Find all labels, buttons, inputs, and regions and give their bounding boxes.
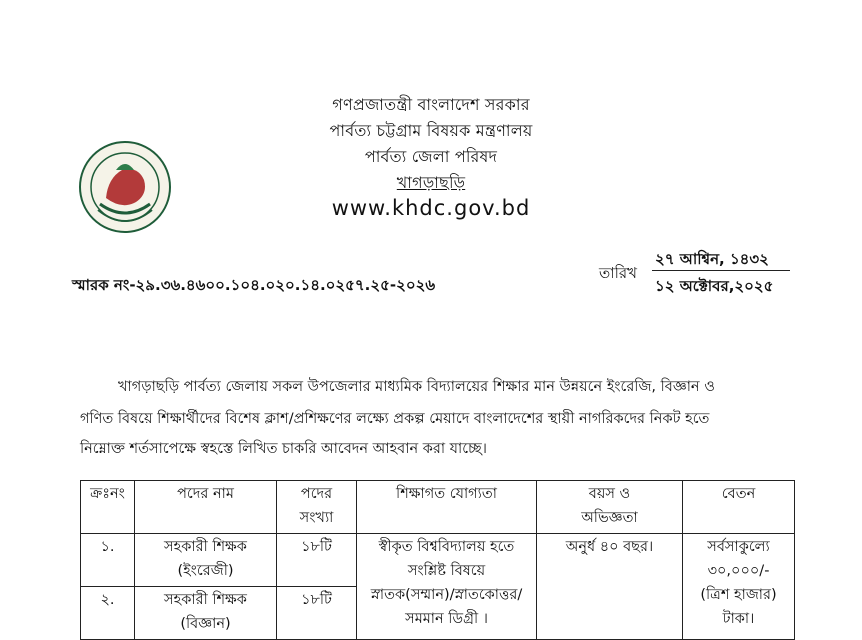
date-divider — [652, 270, 790, 271]
header-count-line2: সংখ্যা — [299, 510, 334, 526]
age-cell: অনুর্ধ ৪০ বছর। — [537, 534, 683, 640]
salary-line2: ৩০,০০০/- — [707, 563, 770, 579]
body-line-3: নিম্নোক্ত শর্তসাপেক্ষে স্বহস্তে লিখিত চাকরি আবেদন আহবান করা যাচ্ছে। — [80, 441, 487, 457]
date-label: তারিখ — [599, 264, 637, 282]
district-name: খাগড়াছড়ি — [396, 173, 466, 192]
qual-line2: সংশ্লিষ্ট বিষয়ে — [407, 563, 486, 579]
qual-line1: স্বীকৃত বিশ্ববিদ্যালয় হতে — [378, 539, 515, 555]
header-salary: বেতন — [683, 481, 795, 534]
body-line-2: গণিত বিষয়ে শিক্ষার্থীদের বিশেষ ক্লাশ/প্রশিক্ষণের লক্ষ্যে প্রকল্প মেয়াদে বাংলাদেশের স্থায়ী নাগরিকদের নিকট হতে — [80, 411, 710, 427]
header-count — [277, 481, 357, 534]
date-bangla: ২৭ আশ্বিন, ১৪৩২ — [655, 250, 769, 268]
body-line-1: খাগড়াছড়ি পার্বত্য জেলায় সকল উপজেলার মাধ্যমিক বিদ্যালয়ের শিক্ষার মান উন্নয়নে ইংরেজি, বিজ্ঞান ও — [118, 379, 715, 395]
salary-cell — [683, 534, 795, 640]
row-serial: ২. — [81, 587, 135, 640]
header-age — [537, 481, 683, 534]
qual-line3: স্নাতক(সম্মান)/স্নাতকোত্তর/ — [370, 587, 523, 603]
website-link[interactable]: www.khdc.gov.bd — [331, 196, 531, 220]
header-serial: ক্রঃনং — [81, 481, 135, 534]
row-post-line2: (ইংরেজী) — [177, 563, 234, 579]
posts-table — [80, 480, 795, 640]
header-age-line1: বয়স ও — [588, 486, 631, 502]
header-post: পদের নাম — [135, 481, 277, 534]
qualification-cell — [357, 534, 537, 640]
header-age-line2: অভিজ্ঞতা — [581, 510, 638, 526]
row-serial: ১. — [81, 534, 135, 587]
row-post — [135, 534, 277, 587]
qual-line4: সমমান ডিগ্রী । — [405, 611, 488, 627]
salary-line1: সর্বসাকুল্যে — [707, 539, 770, 555]
council-logo-icon — [78, 140, 172, 234]
table-header-row — [81, 481, 795, 534]
date-english: ১২ অক্টোবর,২০২৫ — [655, 277, 774, 295]
ministry-title: পার্বত্য চট্টগ্রাম বিষয়ক মন্ত্রণালয় — [329, 121, 533, 140]
header-count-line1: পদের — [300, 486, 333, 502]
memo-number: স্মারক নং-২৯.৩৬.৪৬০০.১০৪.০২০.১৪.০২৫৭.২৫-২০২৬ — [72, 276, 436, 294]
salary-line3: (ত্রিশ হাজার) — [700, 587, 777, 603]
header-qualification: শিক্ষাগত যোগ্যতা — [357, 481, 537, 534]
row-count: ১৮টি — [277, 534, 357, 587]
govt-title: গণপ্রজাতন্ত্রী বাংলাদেশ সরকার — [332, 95, 530, 114]
row-post-line1: সহকারী শিক্ষক — [164, 539, 247, 555]
council-title: পার্বত্য জেলা পরিষদ — [364, 147, 498, 166]
table-row — [81, 534, 795, 587]
row-count: ১৮টি — [277, 587, 357, 640]
salary-line4: টাকা। — [722, 611, 755, 627]
row-post-line1: সহকারী শিক্ষক — [164, 592, 247, 608]
row-post-line2: (বিজ্ঞান) — [180, 616, 231, 632]
